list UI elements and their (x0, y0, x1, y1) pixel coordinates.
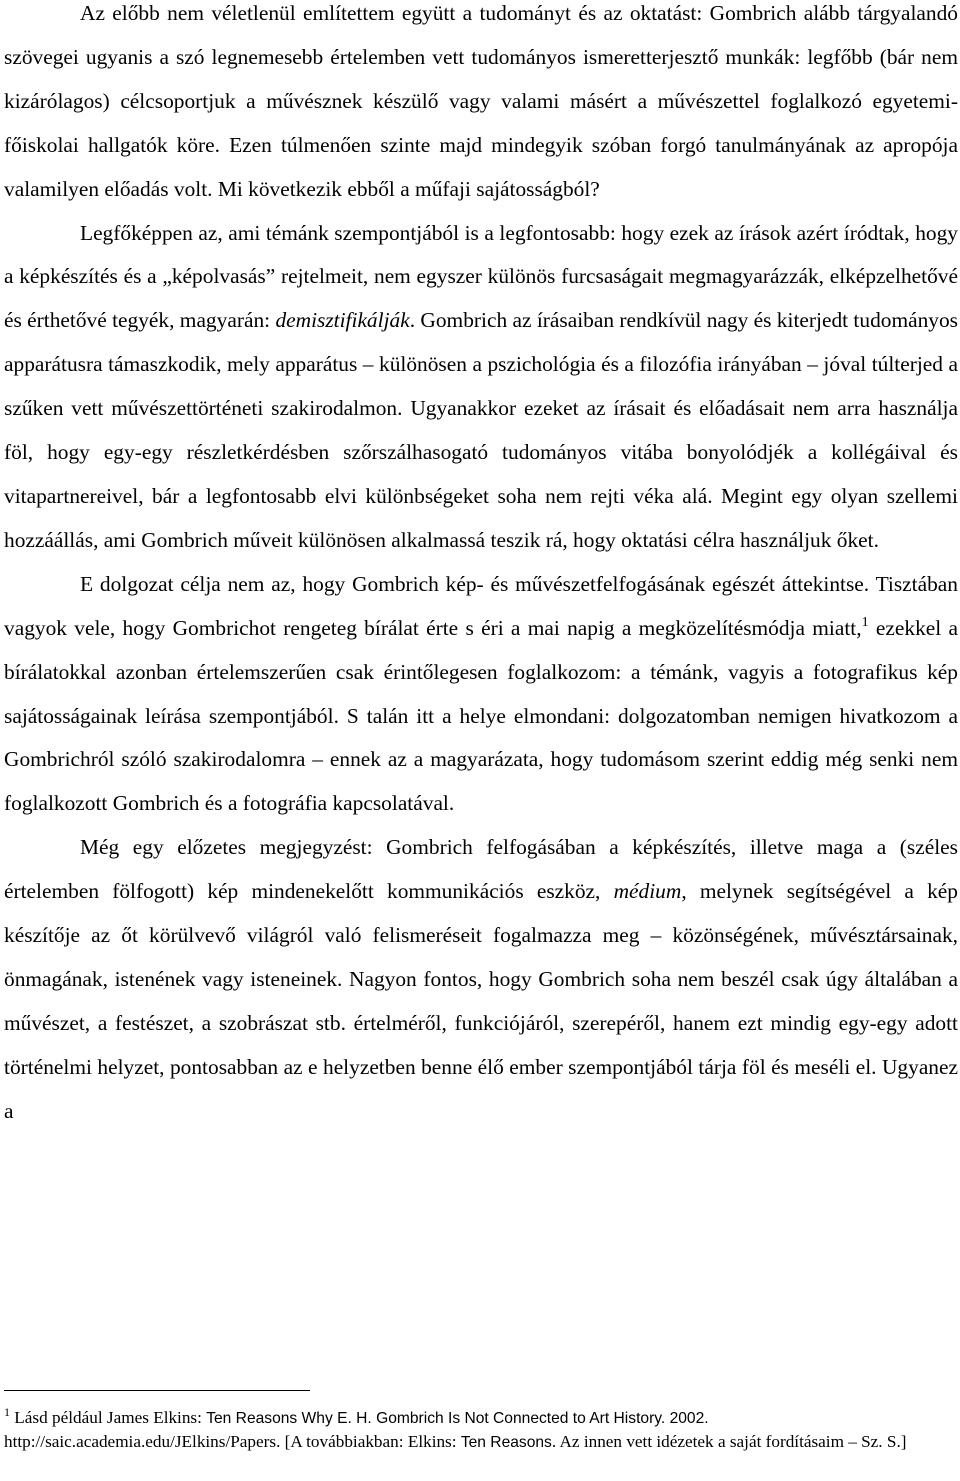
footnote-url[interactable]: http://saic.academia.edu/JElkins/Papers. (4, 1432, 281, 1452)
paragraph-4 (4, 826, 958, 1133)
body-text (4, 0, 958, 1134)
text-run: Legfőképpen az, ami témánk szempontjából is a legfontosabb: hogy ezek az írások azért íródtak, hogy a képkészítés és a „képolvasás” rejtelmeit, nem egyszer különös furcsaságait megmagyarázzák, elképzelhetővé és érthetővé tegyék, magyarán: (4, 220, 958, 333)
italic-term: médium (613, 879, 682, 904)
footnote-number: 1 (4, 1405, 10, 1419)
footnote (4, 1406, 944, 1454)
paragraph-1 (4, 0, 958, 212)
text-run: ezekkel a bírálatokkal azonban értelemszerűen csak érintőlegesen foglalkozom: a témánk, vagyis a fotografikus kép sajátosságainak leírása szempontjából. S talán itt a helye elmondani: dolgozatomban nemigen hivatkozom a Gombrichról szóló szakirodalomra – ennek az a magyarázata, hogy tudomásom szerint eddig még senki nem foglalkozott Gombrich és a fotográfia kapcsolatával. (4, 615, 958, 816)
text-run: , melynek segítségével a kép készítője az őt körülvevő világról való felismeréseit fogalmazza meg – közönségének, művésztársainak, önmagának, istenének vagy isteneinek. Nagyon fontos, hogy Gombrich soha nem beszél csak úgy általában a művészet, a festészet, a szobrászat stb. értelméről, funkciójáról, szerepéről, hanem ezt mindig egy-egy adott történelmi helyzet, pontosabban az e helyzetben benne élő ember szempontjából tárja föl és meséli el. Ugyanez a (4, 879, 958, 1123)
footnote-reference[interactable]: 1 (861, 614, 869, 630)
text-run: Az előbb nem véletlenül említettem együtt a tudományt és az oktatást: Gombrich alább tárgyalandó szövegei ugyanis a szó legnemesebb értelemben vett tudományos ismeretterjesztő munkák: legfőbb (bár nem kizárólagos) célcsoportjuk a művésznek készülő vagy valami másért a művészettel foglalkozó egyetemi-főiskolai hallgatók köre. Ezen túlmenően szinte majd mindegyik szóban forgó tanulmányának az apropója valamilyen előadás volt. Mi következik ebből a műfaji sajátosságból? (4, 1, 958, 201)
footnote-prefix: Lásd például James Elkins: (10, 1408, 207, 1427)
paragraph-2 (4, 212, 958, 563)
footnote-book-title: Ten Reasons Why E. H. Gombrich Is Not Connected to Art History. 2002. (206, 1410, 709, 1427)
footnote-short-title: Ten Reasons (460, 1434, 552, 1452)
text-run: . Gombrich az írásaiban rendkívül nagy és kiterjedt tudományos apparátusra támaszkodik, mely apparátus – különösen a pszichológia és a filozófia irányában – jóval túlterjed a szűken vett művészettörténeti szakirodalmon. Ugyanakkor ezeket az írásait és előadásait nem arra használja föl, hogy egy-egy részletkérdésben szőrszálhasogató tudományos vitába bonyolódjék a kollégáival és vitapartnereivel, bár a legfontosabb elvi különbségeket soha nem rejti véka alá. Megint egy olyan szellemi hozzáállás, ami Gombrich műveit különösen alkalmassá teszik rá, hogy oktatási célra használjuk őket. (4, 308, 958, 552)
footnote-suffix: . Az innen vett idézetek a saját fordításaim – Sz. S.] (551, 1432, 907, 1452)
text-run: E dolgozat célja nem az, hogy Gombrich kép- és művészetfelfogásának egészét áttekintse. Tisztában vagyok vele, hogy Gombrichot rengeteg bírálat érte s éri a mai napig a megközelítésmódja miatt, (4, 571, 958, 640)
italic-term: demisztifikálják (275, 308, 410, 333)
footnote-separator (4, 1390, 310, 1391)
footnote-middle: [A továbbiakban: Elkins: (280, 1432, 461, 1452)
paragraph-3 (4, 563, 958, 826)
text-run: Még egy előzetes megjegyzést: Gombrich felfogásában a képkészítés, illetve maga a (széles értelemben fölfogott) kép mindenekelőtt kommunikációs eszköz, (4, 835, 958, 904)
